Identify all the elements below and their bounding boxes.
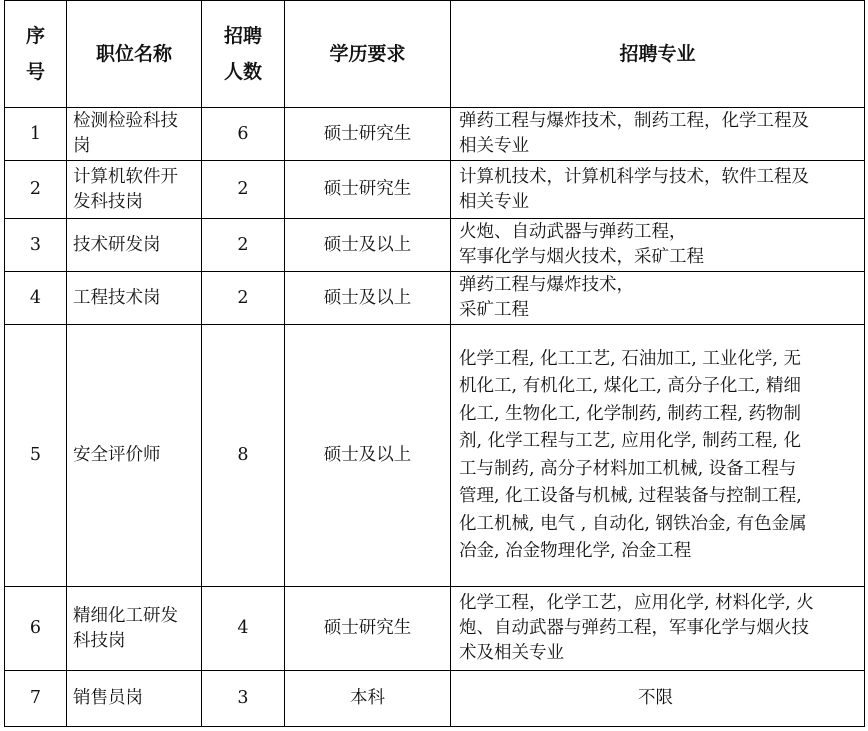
row-index: 5 xyxy=(5,325,67,587)
major-line: 化工机械, 电气 , 自动化, 钢铁冶金, 有色金属 xyxy=(459,513,807,534)
row-major xyxy=(451,219,865,272)
major-line: 相关专业 xyxy=(459,191,529,212)
header-education: 学历要求 xyxy=(285,1,451,108)
position-line: 工程技术岗 xyxy=(73,287,161,308)
row-position xyxy=(67,219,202,272)
major-line: 术及相关专业 xyxy=(459,643,564,663)
row-position xyxy=(67,272,202,325)
row-count: 2 xyxy=(202,219,285,272)
row-index: 4 xyxy=(5,272,67,325)
table-row xyxy=(5,272,865,325)
row-education: 硕士及以上 xyxy=(285,325,451,587)
major-line: 机化工, 有机化工, 煤化工, 高分子化工, 精细 xyxy=(459,376,802,396)
row-index: 1 xyxy=(5,108,67,161)
row-education: 硕士及以上 xyxy=(285,219,451,272)
row-count: 2 xyxy=(202,272,285,325)
row-major xyxy=(451,671,865,727)
header-major: 招聘专业 xyxy=(451,1,865,108)
major-line: 弹药工程与爆炸技术，制药工程，化学工程及 xyxy=(459,111,809,131)
position-line: 安全评价师 xyxy=(73,445,161,465)
recruitment-table xyxy=(4,0,865,727)
table-row xyxy=(5,587,865,671)
position-line: 精细化工研发 xyxy=(73,605,178,626)
header-position: 职位名称 xyxy=(67,1,202,108)
major-line: 炮、自动武器与弹药工程，军事化学与烟火技 xyxy=(459,618,809,638)
row-education: 硕士研究生 xyxy=(285,161,451,219)
major-line: 不限 xyxy=(638,688,673,708)
major-line: 化学工程，化学工艺，应用化学, 材料化学, 火 xyxy=(459,593,814,613)
row-education: 本科 xyxy=(285,671,451,727)
row-major xyxy=(451,587,865,671)
header-index-line1: 序 xyxy=(25,25,45,47)
row-count: 3 xyxy=(202,671,285,727)
row-index: 7 xyxy=(5,671,67,727)
row-education: 硕士及以上 xyxy=(285,272,451,325)
header-count xyxy=(202,1,285,108)
row-index: 6 xyxy=(5,587,67,671)
table-row xyxy=(5,108,865,161)
table-row xyxy=(5,325,865,587)
row-count: 4 xyxy=(202,587,285,671)
row-position xyxy=(67,108,202,161)
position-line: 销售员岗 xyxy=(73,688,143,708)
row-position xyxy=(67,671,202,727)
major-line: 计算机技术，计算机科学与技术，软件工程及 xyxy=(459,166,809,187)
row-major xyxy=(451,108,865,161)
header-count-line2: 人数 xyxy=(223,61,262,83)
major-line: 弹药工程与爆炸技术， xyxy=(459,275,634,295)
row-education: 硕士研究生 xyxy=(285,108,451,161)
row-count: 8 xyxy=(202,325,285,587)
table-row xyxy=(5,671,865,727)
position-line: 岗 xyxy=(73,136,91,156)
row-position xyxy=(67,587,202,671)
row-count: 6 xyxy=(202,108,285,161)
position-line: 技术研发岗 xyxy=(73,234,161,255)
major-line: 冶金, 冶金物理化学, 冶金工程 xyxy=(459,541,692,561)
table-row xyxy=(5,161,865,219)
row-index: 2 xyxy=(5,161,67,219)
major-line: 管理, 化工设备与机械, 过程装备与控制工程, xyxy=(459,486,802,506)
major-line: 采矿工程 xyxy=(459,300,529,320)
position-line: 发科技岗 xyxy=(73,191,143,212)
position-line: 计算机软件开 xyxy=(73,166,178,187)
header-row xyxy=(5,1,865,108)
major-line: 化工, 生物化工, 化学制药, 制药工程, 药物制 xyxy=(459,403,802,424)
row-major xyxy=(451,161,865,219)
row-position xyxy=(67,161,202,219)
header-index xyxy=(5,1,67,108)
major-line: 剂, 化学工程与工艺, 应用化学, 制药工程, 化 xyxy=(459,431,802,451)
row-major xyxy=(451,272,865,325)
position-line: 科技岗 xyxy=(73,630,126,651)
table-row xyxy=(5,219,865,272)
row-major xyxy=(451,325,865,587)
row-index: 3 xyxy=(5,219,67,272)
row-position xyxy=(67,325,202,587)
header-index-line2: 号 xyxy=(25,61,45,83)
position-line: 检测检验科技 xyxy=(73,111,178,131)
row-count: 2 xyxy=(202,161,285,219)
major-line: 火炮、自动武器与弹药工程， xyxy=(459,222,687,242)
major-line: 军事化学与烟火技术，采矿工程 xyxy=(459,247,704,267)
row-education: 硕士研究生 xyxy=(285,587,451,671)
major-line: 工与制药, 高分子材料加工机械, 设备工程与 xyxy=(459,458,797,479)
major-line: 化学工程, 化工工艺, 石油加工, 工业化学, 无 xyxy=(459,348,802,369)
header-count-line1: 招聘 xyxy=(223,25,262,47)
major-line: 相关专业 xyxy=(459,136,529,156)
